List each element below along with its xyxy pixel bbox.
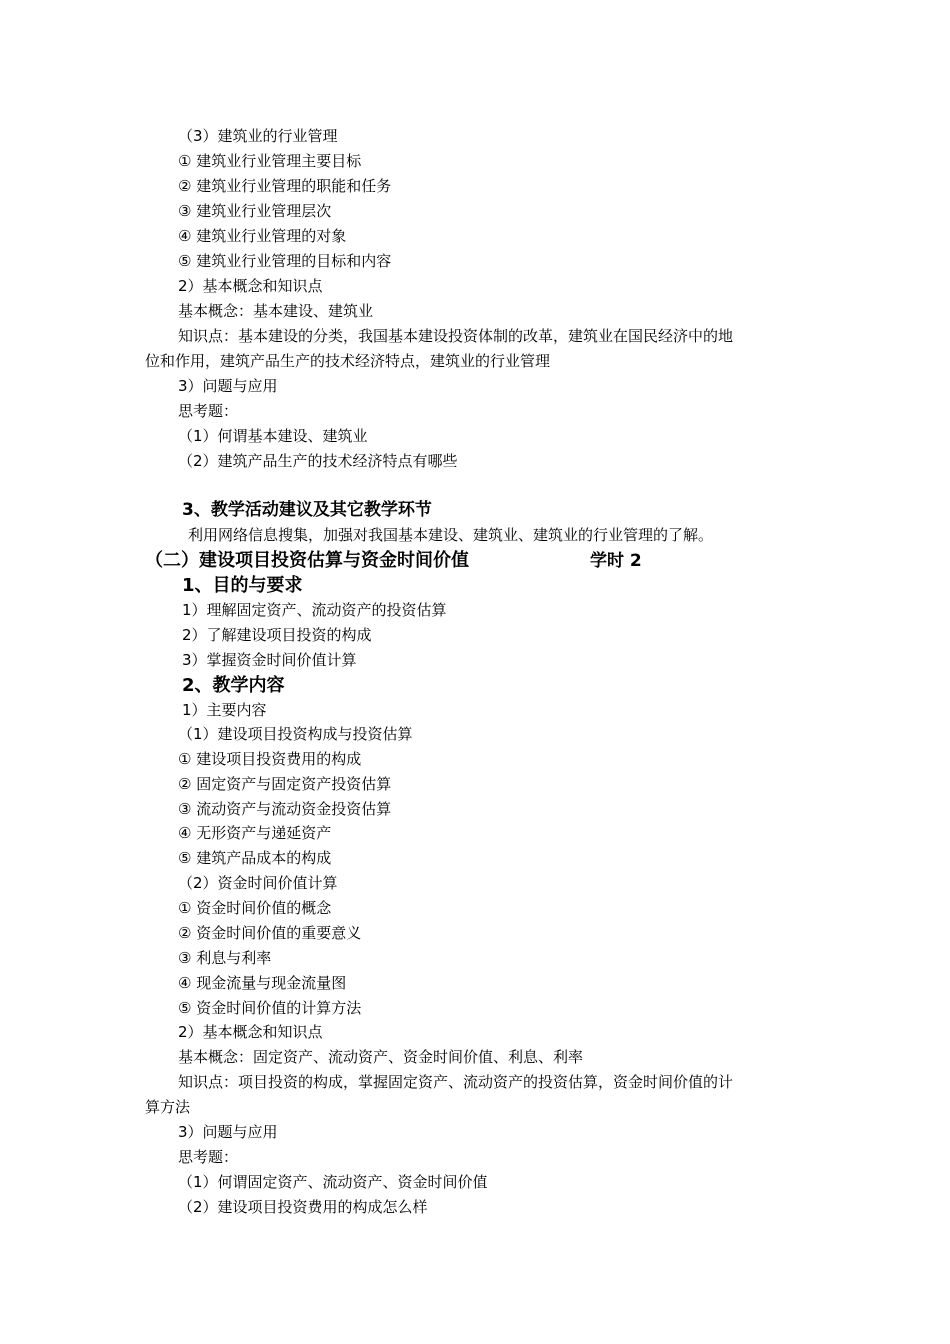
list-item: ③ 利息与利率 (178, 949, 272, 967)
section-heading: （1）建设项目投资构成与投资估算 (178, 725, 413, 743)
paragraph: 基本概念：固定资产、流动资产、资金时间价值、利息、利率 (178, 1048, 584, 1066)
list-item: ② 资金时间价值的重要意义 (178, 924, 362, 942)
section-heading: （3）建筑业的行业管理 (178, 127, 338, 145)
paragraph: 知识点：项目投资的构成，掌握固定资产、流动资产的投资估算，资金时间价值的计 (178, 1073, 734, 1091)
list-item: ④ 现金流量与现金流量图 (178, 974, 347, 992)
paragraph: 知识点：基本建设的分类，我国基本建设投资体制的改革，建筑业在国民经济中的地 (178, 327, 734, 345)
list-item: 2）了解建设项目投资的构成 (182, 626, 372, 644)
list-item: ② 固定资产与固定资产投资估算 (178, 775, 392, 793)
paragraph-continuation: 位和作用，建筑产品生产的技术经济特点，建筑业的行业管理 (145, 352, 551, 370)
paragraph: 思考题： (178, 402, 239, 420)
hours-label: 学时 2 (590, 551, 642, 571)
list-item: ⑤ 建筑产品成本的构成 (178, 849, 332, 867)
paragraph: 利用网络信息搜集，加强对我国基本建设、建筑业、建筑业的行业管理的了解。 (188, 526, 714, 544)
paragraph-continuation: 算方法 (145, 1098, 191, 1116)
list-item: ③ 建筑业行业管理层次 (178, 202, 332, 220)
list-item: ① 建筑业行业管理主要目标 (178, 152, 362, 170)
list-item: ① 建设项目投资费用的构成 (178, 750, 362, 768)
list-item: ③ 流动资产与流动资金投资估算 (178, 800, 392, 818)
list-item: （2）建筑产品生产的技术经济特点有哪些 (178, 452, 458, 470)
subsection-heading: 2）基本概念和知识点 (178, 277, 323, 295)
section-heading: 1、目的与要求 (182, 575, 303, 596)
subsection-heading: 2）基本概念和知识点 (178, 1023, 323, 1041)
list-item: ⑤ 资金时间价值的计算方法 (178, 999, 362, 1017)
section-heading: （2）资金时间价值计算 (178, 874, 338, 892)
paragraph: 基本概念：基本建设、建筑业 (178, 302, 374, 320)
subsection-heading: 1）主要内容 (182, 701, 267, 719)
list-item: ⑤ 建筑业行业管理的目标和内容 (178, 252, 392, 270)
list-item: （1）何谓固定资产、流动资产、资金时间价值 (178, 1173, 488, 1191)
subsection-heading: 3）问题与应用 (178, 377, 278, 395)
list-item: ④ 建筑业行业管理的对象 (178, 227, 347, 245)
list-item: ② 建筑业行业管理的职能和任务 (178, 177, 392, 195)
list-item: （1）何谓基本建设、建筑业 (178, 427, 368, 445)
list-item: （2）建设项目投资费用的构成怎么样 (178, 1198, 428, 1216)
paragraph: 思考题： (178, 1148, 239, 1166)
list-item: 1）理解固定资产、流动资产的投资估算 (182, 601, 447, 619)
chapter-heading: （二）建设项目投资估算与资金时间价值 (145, 550, 469, 571)
section-heading: 2、教学内容 (182, 675, 285, 696)
list-item: ④ 无形资产与递延资产 (178, 824, 332, 842)
subsection-heading: 3）问题与应用 (178, 1123, 278, 1141)
list-item: ① 资金时间价值的概念 (178, 899, 332, 917)
section-heading: 3、教学活动建议及其它教学环节 (182, 500, 432, 520)
list-item: 3）掌握资金时间价值计算 (182, 651, 357, 669)
